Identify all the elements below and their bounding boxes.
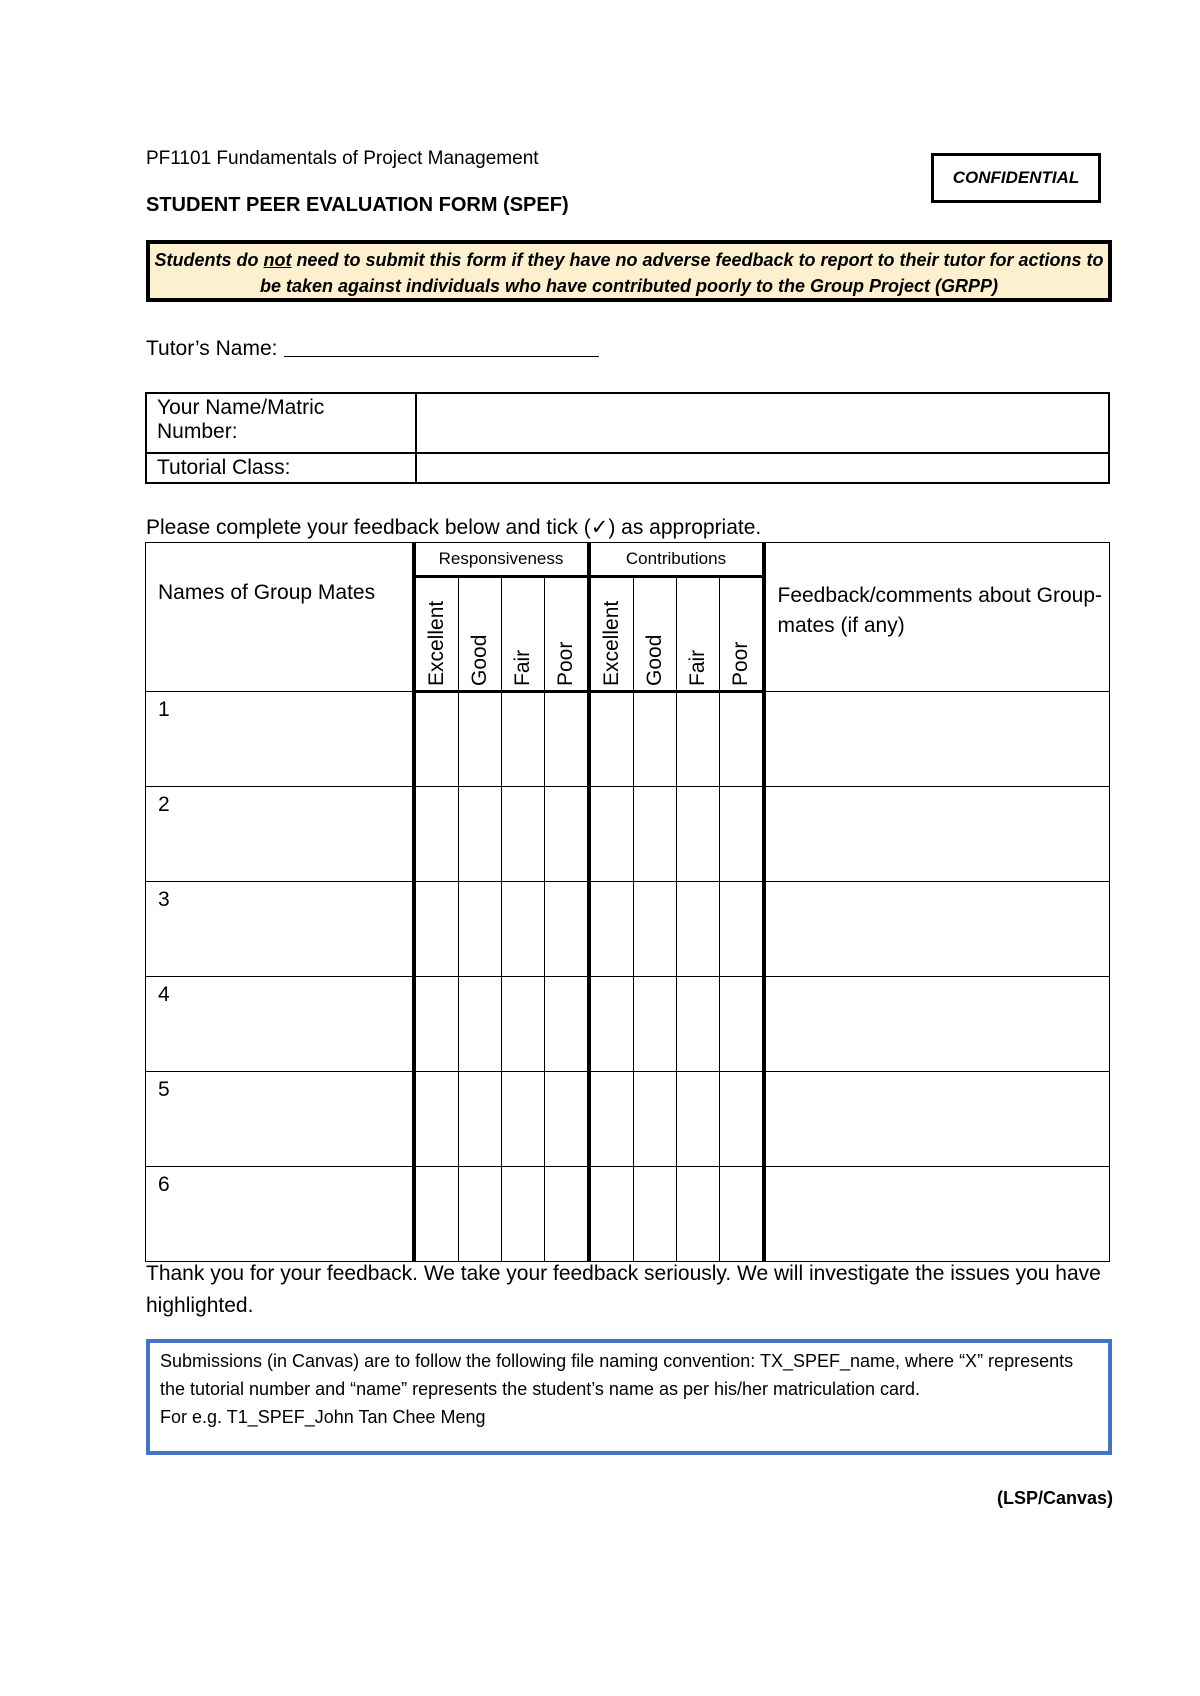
- tick-cell[interactable]: [676, 977, 719, 1072]
- tick-cell[interactable]: [719, 1072, 764, 1167]
- table-row: [146, 692, 1110, 787]
- tick-cell[interactable]: [633, 692, 676, 787]
- tick-cell[interactable]: [589, 1072, 634, 1167]
- names-header: Names of Group Mates: [146, 543, 414, 692]
- tick-cell[interactable]: [589, 787, 634, 882]
- tick-cell[interactable]: [676, 882, 719, 977]
- resp-good-header: Good: [458, 577, 501, 692]
- row-number[interactable]: 2: [146, 787, 414, 882]
- row-number[interactable]: 4: [146, 977, 414, 1072]
- tick-cell[interactable]: [589, 977, 634, 1072]
- tick-cell[interactable]: [676, 787, 719, 882]
- tick-cell[interactable]: [501, 1072, 544, 1167]
- notice-box: [146, 240, 1112, 302]
- confidential-box: CONFIDENTIAL: [931, 153, 1101, 203]
- form-title: STUDENT PEER EVALUATION FORM (SPEF): [146, 194, 569, 216]
- tick-cell[interactable]: [633, 1072, 676, 1167]
- table-row: [146, 1167, 1110, 1262]
- notice-text-1: Students do: [154, 250, 264, 270]
- instruction-text: Please complete your feedback below and tick (✓) as appropriate.: [146, 516, 762, 539]
- tick-cell[interactable]: [633, 1167, 676, 1262]
- table-row: [146, 882, 1110, 977]
- tick-cell[interactable]: [458, 1167, 501, 1262]
- tick-cell[interactable]: [414, 1072, 459, 1167]
- tick-cell[interactable]: [501, 692, 544, 787]
- tick-cell[interactable]: [544, 882, 589, 977]
- tick-cell[interactable]: [414, 692, 459, 787]
- tick-cell[interactable]: [676, 1072, 719, 1167]
- tick-cell[interactable]: [458, 787, 501, 882]
- row-number[interactable]: 3: [146, 882, 414, 977]
- row-number[interactable]: 1: [146, 692, 414, 787]
- feedback-cell[interactable]: [764, 1072, 1110, 1167]
- tick-cell[interactable]: [719, 787, 764, 882]
- feedback-cell[interactable]: [764, 692, 1110, 787]
- tick-cell[interactable]: [414, 1167, 459, 1262]
- submission-box: [146, 1339, 1112, 1455]
- notice-underlined: not: [263, 250, 292, 270]
- responsiveness-header: Responsiveness: [414, 543, 589, 577]
- your-name-label: Your Name/Matric Number:: [146, 393, 416, 453]
- peer-evaluation-table: [145, 542, 1110, 1262]
- tick-cell[interactable]: [414, 787, 459, 882]
- tick-cell[interactable]: [589, 692, 634, 787]
- your-name-input[interactable]: [416, 393, 1109, 453]
- tutorial-class-input[interactable]: [416, 453, 1109, 483]
- submission-convention: Submissions (in Canvas) are to follow the following file naming convention: TX_SPEF_name, where “X” represents the tutorial number and “name” represents the student’s name as per his/her matriculation card.: [160, 1351, 1074, 1399]
- contrib-good-header: Good: [633, 577, 676, 692]
- contrib-excellent-header: Excellent: [589, 577, 634, 692]
- tick-cell[interactable]: [414, 977, 459, 1072]
- feedback-header: Feedback/comments about Group-mates (if any): [764, 543, 1110, 692]
- tick-cell[interactable]: [719, 692, 764, 787]
- tick-cell[interactable]: [589, 882, 634, 977]
- tick-cell[interactable]: [544, 692, 589, 787]
- resp-fair-header: Fair: [501, 577, 544, 692]
- row-number[interactable]: 6: [146, 1167, 414, 1262]
- row-number[interactable]: 5: [146, 1072, 414, 1167]
- tick-cell[interactable]: [544, 977, 589, 1072]
- thank-you-text: Thank you for your feedback. We take your feedback seriously. We will investigate the issues you have highlighted.: [146, 1262, 1101, 1317]
- tick-cell[interactable]: [676, 692, 719, 787]
- tick-cell[interactable]: [501, 787, 544, 882]
- tick-cell[interactable]: [633, 977, 676, 1072]
- tick-cell[interactable]: [544, 1072, 589, 1167]
- submission-example: For e.g. T1_SPEF_John Tan Chee Meng: [160, 1407, 486, 1427]
- contrib-fair-header: Fair: [676, 577, 719, 692]
- tutor-name-label: Tutor’s Name:: [146, 337, 278, 360]
- tick-cell[interactable]: [458, 1072, 501, 1167]
- contributions-header: Contributions: [589, 543, 764, 577]
- table-row: [146, 977, 1110, 1072]
- tick-cell[interactable]: [544, 1167, 589, 1262]
- tick-cell[interactable]: [414, 882, 459, 977]
- tick-cell[interactable]: [719, 977, 764, 1072]
- tick-cell[interactable]: [501, 1167, 544, 1262]
- tick-cell[interactable]: [458, 692, 501, 787]
- tick-cell[interactable]: [719, 882, 764, 977]
- resp-poor-header: Poor: [544, 577, 589, 692]
- table-row: [146, 1072, 1110, 1167]
- tick-cell[interactable]: [633, 787, 676, 882]
- feedback-cell[interactable]: [764, 977, 1110, 1072]
- tutorial-class-label: Tutorial Class:: [146, 453, 416, 483]
- tick-cell[interactable]: [676, 1167, 719, 1262]
- tick-cell[interactable]: [501, 882, 544, 977]
- feedback-cell[interactable]: [764, 882, 1110, 977]
- contrib-poor-header: Poor: [719, 577, 764, 692]
- tick-cell[interactable]: [719, 1167, 764, 1262]
- student-info-table: [145, 392, 1110, 484]
- tick-cell[interactable]: [544, 787, 589, 882]
- feedback-cell[interactable]: [764, 787, 1110, 882]
- tutor-name-field: [146, 336, 599, 361]
- tick-cell[interactable]: [501, 977, 544, 1072]
- feedback-cell[interactable]: [764, 1167, 1110, 1262]
- tick-cell[interactable]: [458, 977, 501, 1072]
- resp-excellent-header: Excellent: [414, 577, 459, 692]
- tutor-name-line[interactable]: [284, 336, 599, 357]
- table-row: [146, 787, 1110, 882]
- tick-cell[interactable]: [589, 1167, 634, 1262]
- course-title: PF1101 Fundamentals of Project Management: [146, 148, 539, 169]
- notice-text-2: need to submit this form if they have no adverse feedback to report to their tutor for actions to be taken against individuals who have contributed poorly to the Group Project (GRPP): [259, 250, 1104, 296]
- tick-cell[interactable]: [458, 882, 501, 977]
- footer-label: (LSP/Canvas): [996, 1488, 1113, 1508]
- tick-cell[interactable]: [633, 882, 676, 977]
